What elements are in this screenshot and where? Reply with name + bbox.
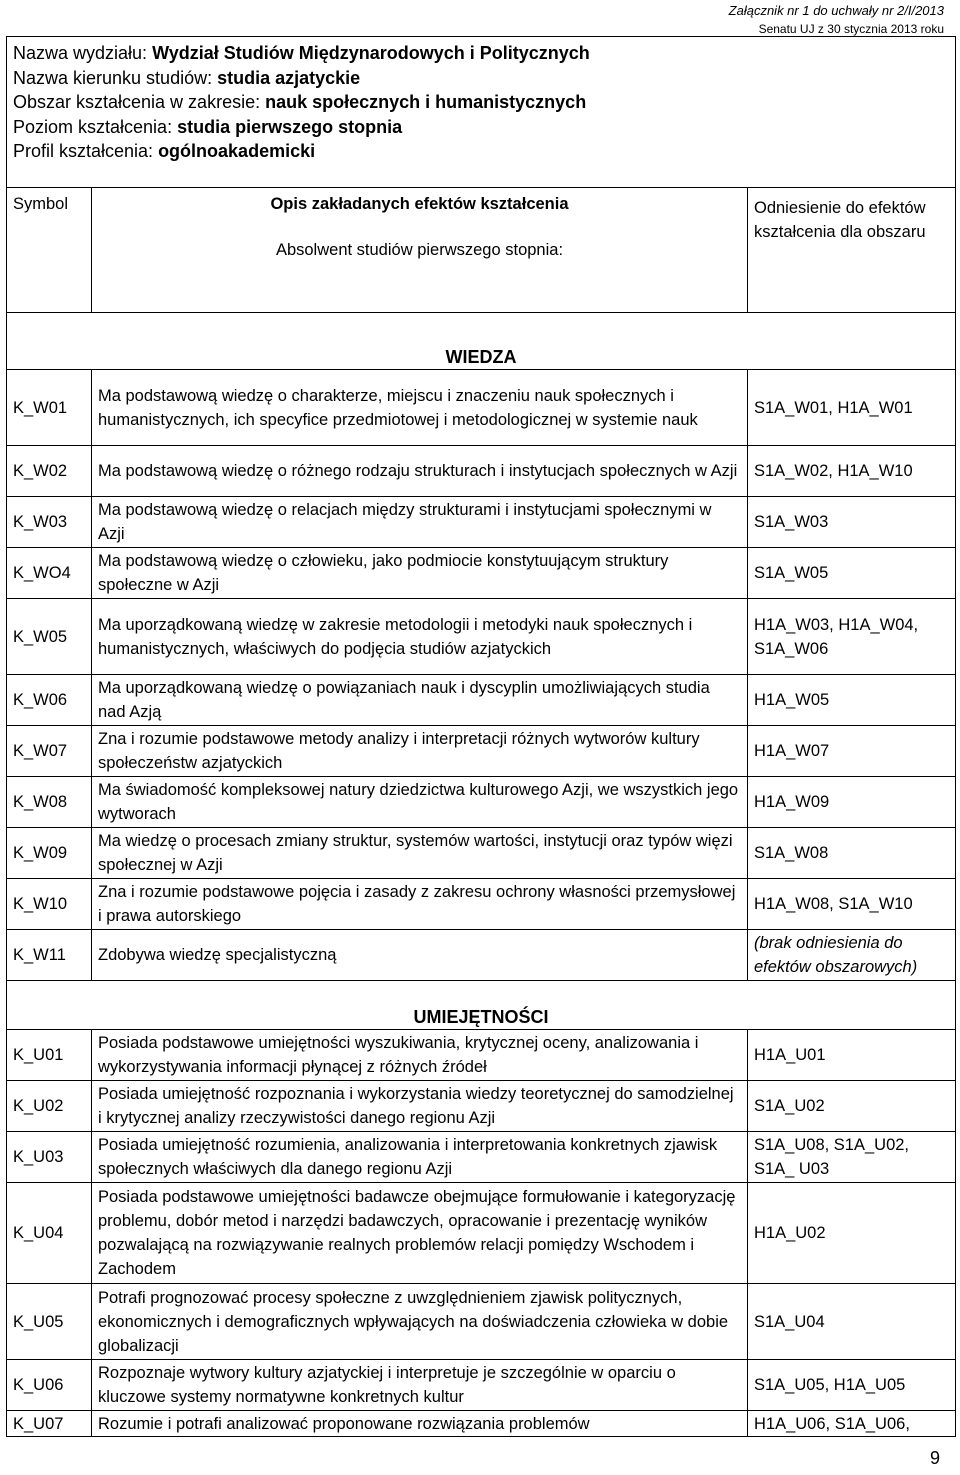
outcome-reference: S1A_W03 [747,497,955,548]
table-row [7,675,956,726]
outcome-code: K_W03 [7,497,92,548]
outcome-description: Rozumie i potrafi analizować proponowane rozwiązania problemów [92,1411,748,1437]
outcome-code: K_U06 [7,1360,92,1411]
outcome-reference: H1A_W07 [747,726,955,777]
outcome-description: Ma podstawową wiedzę o charakterze, miejscu i znaczeniu nauk społecznych i humanistycznych, ich specyfice przedmiotowej i metodologicznej w systemie nauk [92,370,748,446]
outcome-reference: S1A_U05, H1A_U05 [747,1360,955,1411]
outcome-reference: S1A_W08 [747,828,955,879]
table-row [7,1132,956,1183]
outcome-reference: H1A_W09 [747,777,955,828]
table-row [7,930,956,981]
outcome-code: K_U04 [7,1183,92,1284]
outcome-description: Ma podstawową wiedzę o różnego rodzaju strukturach i instytucjach społecznych w Azji [92,446,748,497]
outcome-description: Posiada podstawowe umiejętności wyszukiwania, krytycznej oceny, analizowania i wykorzystywania informacji płynącej z różnych źródeł [92,1030,748,1081]
outcome-reference: S1A_W01, H1A_W01 [747,370,955,446]
section-skills-title: UMIEJĘTNOŚCI [7,981,956,1030]
table-row [7,497,956,548]
section-knowledge-row [7,313,956,370]
outcome-description: Rozpoznaje wytwory kultury azjatyckiej i interpretuje je szczególnie w oparciu o kluczowe systemy normatywne konkretnych kultur [92,1360,748,1411]
outcome-description: Ma wiedzę o procesach zmiany struktur, systemów wartości, instytucji oraz typów więzi społecznej w Azji [92,828,748,879]
table-row [7,1183,956,1284]
outcome-description: Ma podstawową wiedzę o relacjach między strukturami i instytucjami społecznymi w Azji [92,497,748,548]
outcome-description: Ma świadomość kompleksowej natury dziedzictwa kulturowego Azji, we wszystkich jego wytworach [92,777,748,828]
table-row [7,726,956,777]
outcome-code: K_W11 [7,930,92,981]
program-info-row [7,37,956,188]
section-skills-row [7,981,956,1030]
outcome-reference: H1A_U01 [747,1030,955,1081]
outcome-description: Posiada umiejętność rozumienia, analizowania i interpretowania konkretnych zjawisk społecznych właściwych dla danego regionu Azji [92,1132,748,1183]
outcome-description: Posiada podstawowe umiejętności badawcze obejmujące formułowanie i kategoryzację problemu, dobór metod i narzędzi badawczych, opracowanie i prezentację wyników pozwalającą na rozwiązywanie realnych problemów relacji pomiędzy Wschodem i Zachodem [92,1183,748,1284]
outcome-code: K_U05 [7,1284,92,1360]
outcome-code: K_W07 [7,726,92,777]
header-desc-title: Opis zakładanych efektów kształcenia [270,195,569,213]
outcome-description: Potrafi prognozować procesy społeczne z uwzględnieniem zjawisk politycznych, ekonomicznych i demograficznych wpływających na doświadczenia człowieka w dobie globalizacji [92,1284,748,1360]
outcome-reference: (brak odniesienia do efektów obszarowych) [747,930,955,981]
outcome-description: Zna i rozumie podstawowe metody analizy i interpretacji różnych wytworów kultury społeczeństw azjatyckich [92,726,748,777]
outcome-description: Zdobywa wiedzę specjalistyczną [92,930,748,981]
outcome-code: K_W06 [7,675,92,726]
outcome-reference: S1A_W05 [747,548,955,599]
outcome-code: K_W10 [7,879,92,930]
header-symbol: Symbol [7,188,92,313]
learning-outcomes-table [6,36,956,1437]
outcome-code: K_W08 [7,777,92,828]
outcome-description: Ma uporządkowaną wiedzę w zakresie metodologii i metodyki nauk społecznych i humanistycznych, właściwych do podjęcia studiów azjatyckich [92,599,748,675]
outcome-description: Posiada umiejętność rozpoznania i wykorzystania wiedzy teoretycznej do samodzielnej i krytycznej analizy rzeczywistości danego regionu Azji [92,1081,748,1132]
outcome-description: Ma podstawową wiedzę o człowieku, jako podmiocie konstytuującym struktury społeczne w Azji [92,548,748,599]
outcome-reference: H1A_W08, S1A_W10 [747,879,955,930]
outcome-code: K_W05 [7,599,92,675]
table-row [7,1360,956,1411]
faculty-line: Nazwa wydziału: Wydział Studiów Międzynarodowych i Politycznych [13,43,590,63]
area-line: Obszar kształcenia w zakresie: nauk społecznych i humanistycznych [13,92,587,112]
section-knowledge-title: WIEDZA [7,313,956,370]
table-row [7,879,956,930]
field-line: Nazwa kierunku studiów: studia azjatyckie [13,67,361,88]
header-desc-subtitle: Absolwent studiów pierwszego stopnia: [275,241,564,259]
outcome-reference: H1A_W03, H1A_W04, S1A_W06 [747,599,955,675]
header-description [92,188,748,313]
program-info [7,37,956,188]
table-row [7,1030,956,1081]
table-row [7,370,956,446]
outcome-reference: H1A_U06, S1A_U06, [747,1411,955,1437]
outcome-reference: H1A_W05 [747,675,955,726]
annex-note [584,2,944,38]
outcome-reference: H1A_U02 [747,1183,955,1284]
outcome-code: K_U02 [7,1081,92,1132]
header-reference: Odniesienie do efektów kształcenia dla obszaru [747,188,955,313]
level-line: Poziom kształcenia: studia pierwszego stopnia [13,116,403,137]
outcome-description: Ma uporządkowaną wiedzę o powiązaniach nauk i dyscyplin umożliwiających studia nad Azją [92,675,748,726]
outcome-description: Zna i rozumie podstawowe pojęcia i zasady z zakresu ochrony własności przemysłowej i prawa autorskiego [92,879,748,930]
table-row [7,1081,956,1132]
table-row [7,1411,956,1437]
outcome-code: K_U01 [7,1030,92,1081]
table-row [7,777,956,828]
outcome-code: K_W09 [7,828,92,879]
outcome-reference: S1A_W02, H1A_W10 [747,446,955,497]
annex-line-2: Senatu UJ z 30 stycznia 2013 roku [758,22,944,36]
page-number: 9 [929,1448,940,1468]
table-row [7,828,956,879]
table-row [7,446,956,497]
table-row [7,1284,956,1360]
table-row [7,548,956,599]
outcome-code: K_WO4 [7,548,92,599]
annex-line-1: Załącznik nr 1 do uchwały nr 2/I/2013 [728,3,944,18]
outcome-reference: S1A_U08, S1A_U02, S1A_ U03 [747,1132,955,1183]
header-row [7,188,956,313]
outcome-code: K_W01 [7,370,92,446]
profile-line: Profil kształcenia: ogólnoakademicki [13,141,316,161]
table-row [7,599,956,675]
outcome-code: K_W02 [7,446,92,497]
outcome-reference: S1A_U02 [747,1081,955,1132]
outcome-code: K_U03 [7,1132,92,1183]
outcome-code: K_U07 [7,1411,92,1437]
outcome-reference: S1A_U04 [747,1284,955,1360]
